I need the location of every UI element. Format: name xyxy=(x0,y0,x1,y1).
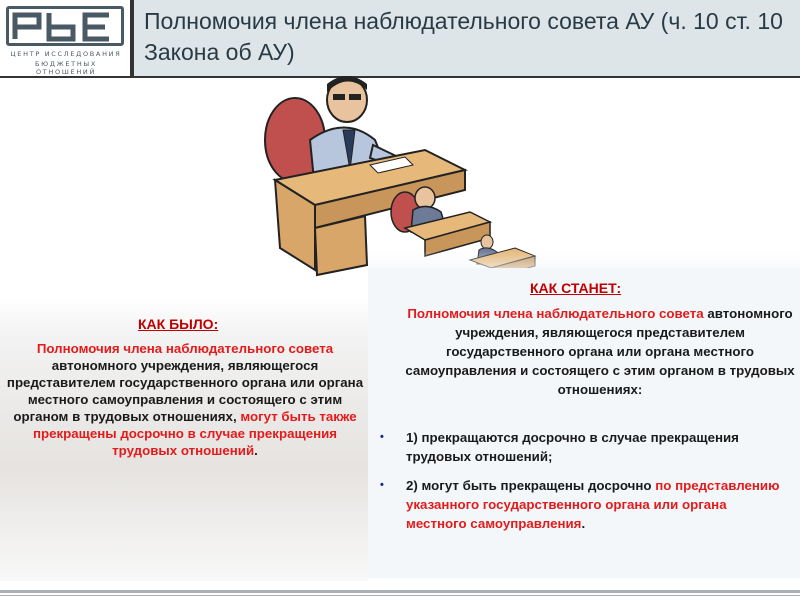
after-heading: КАК СТАНЕТ: xyxy=(530,280,622,296)
title-band xyxy=(130,0,800,76)
after-lead: Полномочия члена наблюдательного совета xyxy=(407,306,704,321)
boss-illustration xyxy=(255,70,545,280)
bullet-dot-icon: • xyxy=(380,479,384,491)
before-end: . xyxy=(254,443,258,458)
before-lead: Полномочия члена наблюдательного совета xyxy=(36,341,334,356)
before-highlight: могут быть также прекращены досрочно в случае прекращения трудовых отношений xyxy=(32,409,357,458)
before-body: автономного учреждения, являющегося представителем государственного органа или органа местного самоуправления и состоящего с этим органом в трудовых отношениях, xyxy=(6,358,364,424)
list-item-text xyxy=(406,476,786,533)
after-text xyxy=(405,304,795,399)
slide-header xyxy=(0,0,800,78)
logo xyxy=(0,0,130,78)
slide-title: Полномочия члена наблюдательного совета АУ (ч. 10 ст. 10 Закона об АУ) xyxy=(144,8,783,65)
list-item-text: 1) прекращаются досрочно в случае прекращения трудовых отношений; xyxy=(406,430,739,464)
after-body: автономного учреждения, являющегося представителем государственного органа или органа местного самоуправления и состоящего с этим органом в трудовых отношениях: xyxy=(405,306,795,397)
footer-divider xyxy=(0,590,800,593)
logo-mark-icon xyxy=(6,6,124,46)
bullet-dot-icon: • xyxy=(380,431,384,443)
logo-subtitle-line2: БЮДЖЕТНЫХ ОТНОШЕНИЙ xyxy=(34,60,97,76)
list-item-end: . xyxy=(581,516,586,531)
logo-subtitle-line1: ЦЕНТР ИССЛЕДОВАНИЯ xyxy=(10,50,122,58)
list-item-body: 2) могут быть прекращены досрочно xyxy=(406,478,652,493)
footer-divider-thin xyxy=(0,595,800,596)
list-item-highlight: по представлению указанного государственного органа или органа местного самоуправления xyxy=(406,478,780,531)
before-heading: КАК БЫЛО: xyxy=(138,316,219,332)
before-text xyxy=(6,340,364,459)
